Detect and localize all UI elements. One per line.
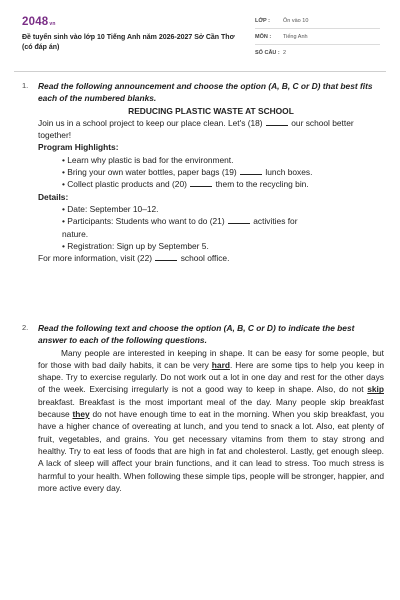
item-text: • Bring your own water bottles, paper bags (19) [62,167,237,178]
item-text: • Collect plastic products and (20) [62,179,187,190]
highlight-item [38,178,384,190]
logo-text: 2048 [22,16,49,28]
blank-21 [228,216,250,224]
info-row-count [255,48,380,60]
passage-text: do not have enough time to eat in the morning. When you skip breakfast, you have a higher chance of overeating at lunch, and you tend to snack a lot. Also, eat plenty of fruit, vegetables, and grains. You get necessary vitamins from them to stay strong and healthy. Try to eat less of foods that are high in fat and cholesterol. Lastly, get enough sleep. A lack of sleep will affect your brain functions, and it can lead to stress. Too much stress is harmful to your health. When following these simple tips, people will be stronger, happier, and more active every day. [38,409,385,493]
footer-text: school office. [180,253,230,264]
header-divider [14,71,386,72]
highlight-item [38,166,384,178]
page-header [0,0,400,72]
intro-text: Join us in a school project to keep our place clean. Let's (18) [38,117,263,128]
blank-19 [240,167,262,175]
info-value: Tiếng Anh [283,34,308,40]
footer-text: For more information, visit (22) [38,253,153,264]
info-row-class [255,16,380,29]
question-number: 2. [22,323,29,332]
announcement [38,105,384,265]
highlights-heading: Program Highlights: [38,142,119,153]
announcement-footer [38,252,384,264]
exam-info [255,16,380,63]
info-key: LỚP : [255,18,270,24]
detail-item: • Date: September 10–12. [62,203,159,214]
item-text: lunch boxes. [265,167,313,178]
announcement-intro [38,117,384,142]
passage-text: Many people are interested in keeping in shape. It can be easy for some people, but for those with bad daily habits, it can be very [38,347,384,370]
site-logo[interactable] [22,16,56,28]
question-instruction: Read the following text and choose the option (A, B, C or D) to indicate the best answer to each of the following questions. [38,323,355,346]
info-row-subject [255,32,380,45]
exam-title: Đề tuyển sinh vào lớp 10 Tiếng Anh năm 2026-2027 Sở Cần Thơ (có đáp án) [22,34,235,51]
blank-22 [155,253,177,261]
info-key: SỐ CÂU : [255,50,280,56]
question-2 [22,322,384,494]
question-number: 1. [22,81,29,90]
details-heading: Details: [38,191,69,202]
underlined-word-hard: hard [211,359,230,370]
detail-item [38,215,384,240]
passage-text: . Here are some tips to help you keep in shape. Try to exercise regularly. Do not work out a lot in one day and rest for the other days of the week. Exercising irregularly is not a good way to keep in shape. Also, do not [38,359,384,395]
info-key: MÔN : [255,34,272,40]
underlined-word-they: they [72,409,90,420]
passage-text: breakfast. Breakfast is the most important meal of the day. Many people skip breakfast because [38,396,384,420]
item-text: them to the recycling bin. [215,179,309,190]
question-1 [22,80,384,264]
reading-passage [38,347,384,495]
highlight-item: • Learn why plastic is bad for the environment. [62,154,234,165]
underlined-word-skip: skip [367,384,384,395]
item-text: activities for [253,216,298,227]
item-text: nature. [62,228,89,239]
item-text: • Participants: Students who want to do (21) [62,216,225,227]
info-value: 2 [283,50,287,56]
announcement-title: REDUCING PLASTIC WASTE AT SCHOOL [128,105,294,116]
intro-text: our school better together! [38,117,354,141]
logo-suffix: vn [49,21,56,27]
detail-item: • Registration: Sign up by September 5. [62,240,209,251]
info-value: Ôn vào 10 [283,18,309,24]
blank-18 [266,118,288,126]
question-instruction: Read the following announcement and choose the option (A, B, C or D) that best fits each of the numbered blanks. [38,81,373,104]
blank-20 [190,179,212,187]
